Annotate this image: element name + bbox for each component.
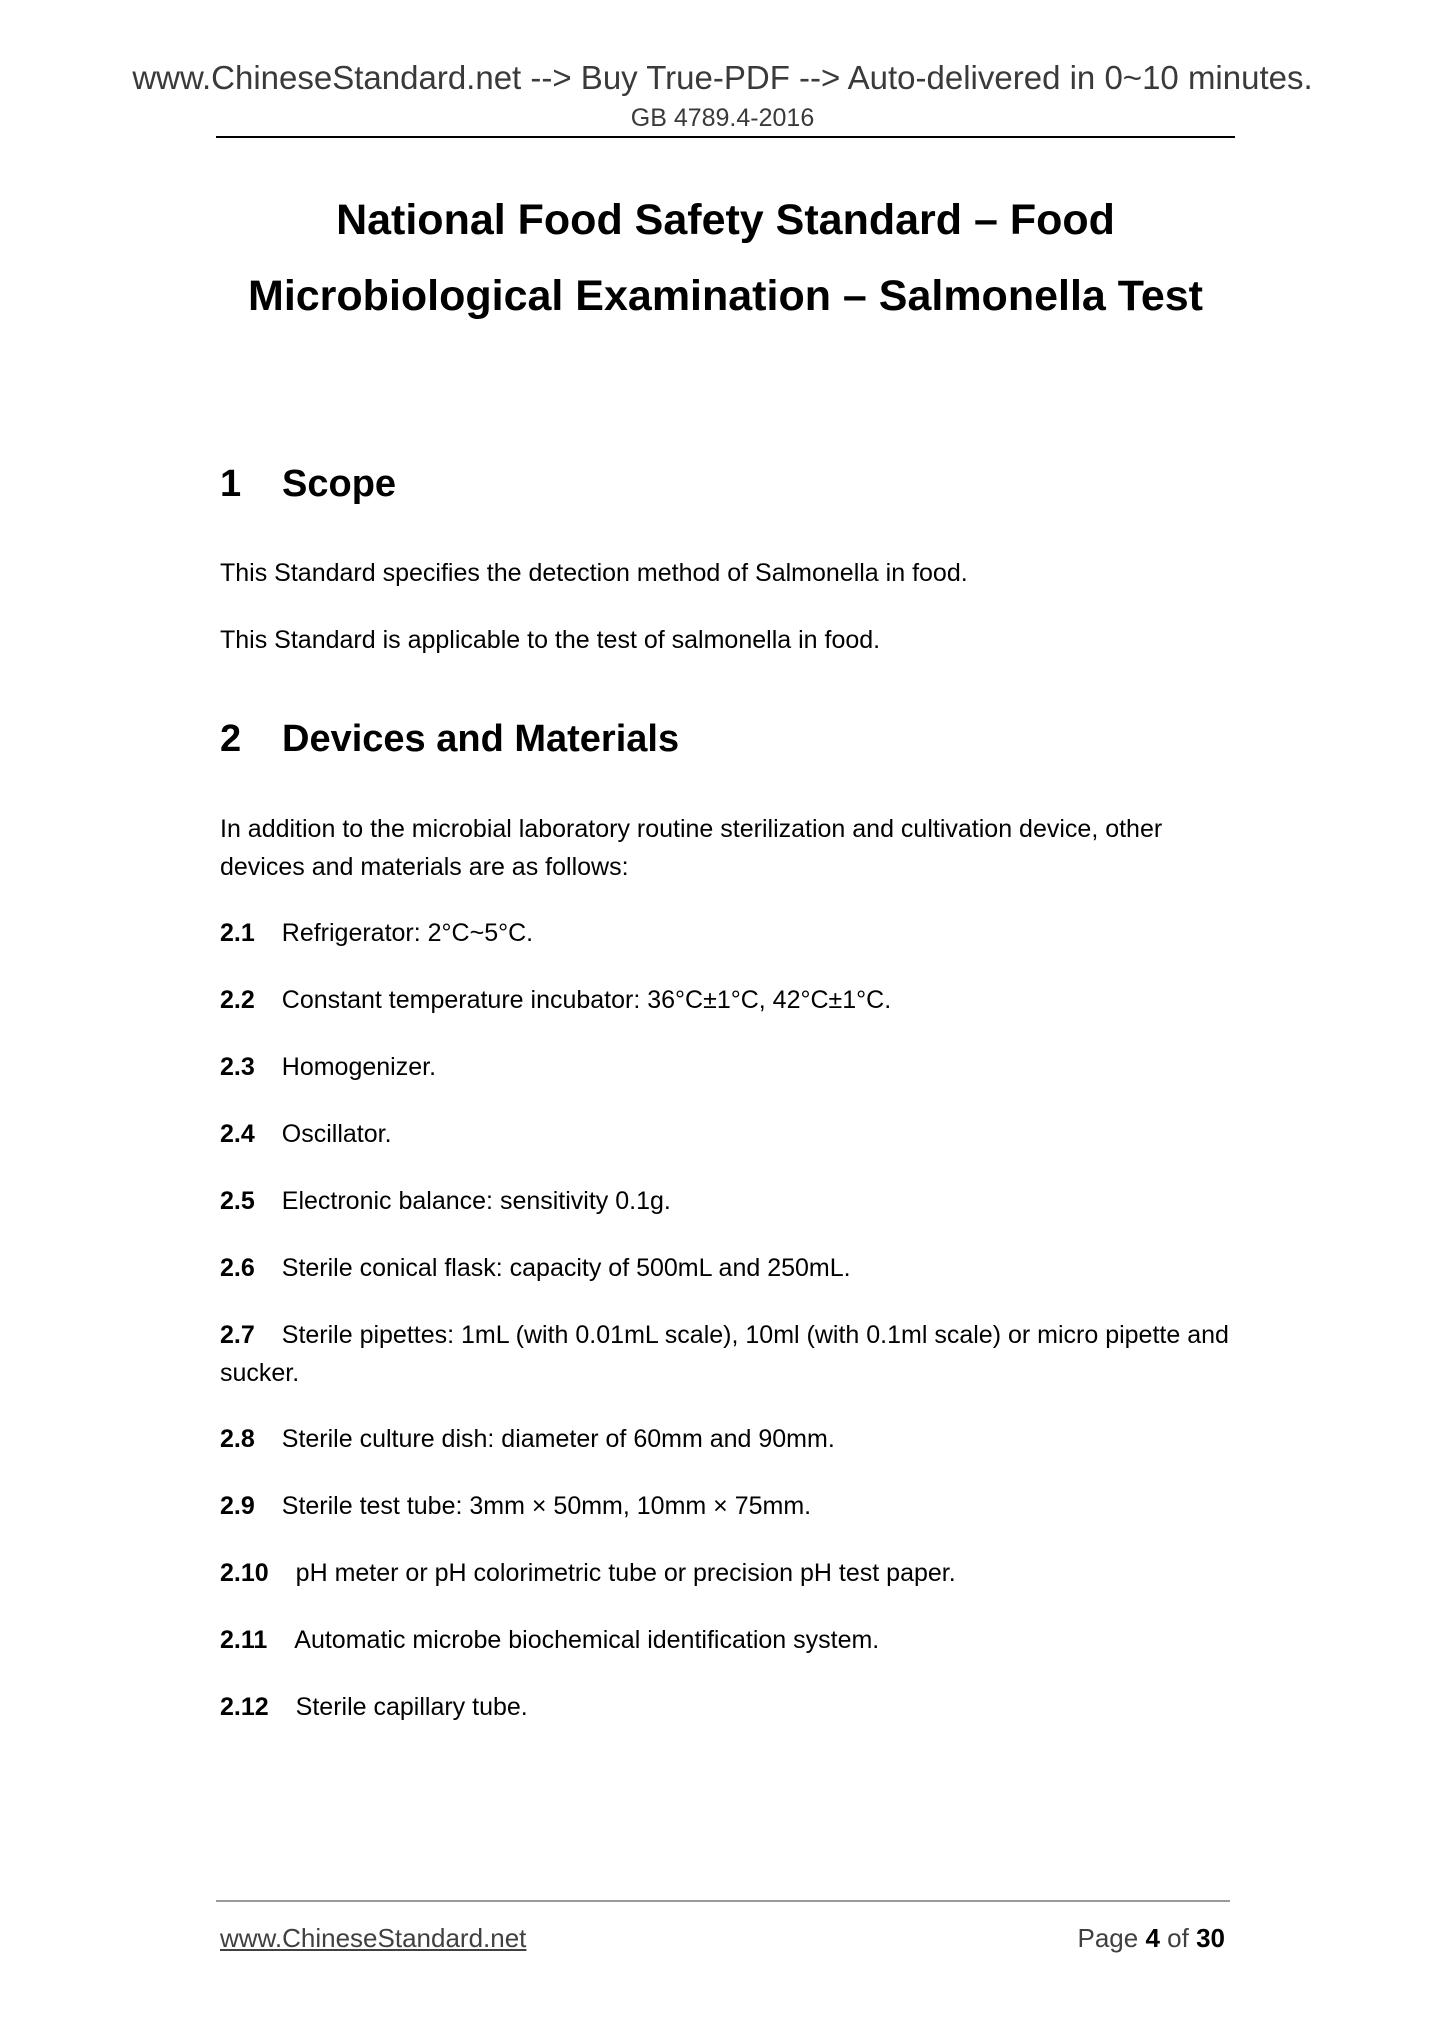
footer-divider bbox=[216, 1900, 1230, 1902]
item-text: Constant temperature incubator: 36°C±1°C, 42°C±1°C. bbox=[281, 986, 892, 1014]
item-text: Sterile culture dish: diameter of 60mm and 90mm. bbox=[281, 1425, 835, 1453]
item-text: Oscillator. bbox=[281, 1120, 392, 1148]
item-number: 2.2 bbox=[220, 986, 255, 1014]
item-number: 2.3 bbox=[220, 1053, 255, 1081]
list-item bbox=[220, 981, 1235, 1019]
section-number: 2 bbox=[220, 718, 242, 760]
list-item bbox=[220, 1249, 1235, 1287]
list-item bbox=[220, 1621, 1235, 1659]
item-text: Homogenizer. bbox=[281, 1053, 437, 1081]
page-total: 30 bbox=[1196, 1923, 1225, 1953]
item-text: Refrigerator: 2°C~5°C. bbox=[281, 919, 534, 947]
document-title bbox=[216, 182, 1235, 334]
item-text: Sterile test tube: 3mm × 50mm, 10mm × 75mm. bbox=[281, 1492, 812, 1520]
document-code: GB 4789.4-2016 bbox=[630, 104, 815, 132]
page-prefix: Page bbox=[1077, 1923, 1139, 1953]
list-item bbox=[220, 1115, 1235, 1153]
page-of: of bbox=[1167, 1923, 1189, 1953]
title-line-2: Microbiological Examination – Salmonella Test bbox=[248, 272, 1203, 320]
list-item bbox=[220, 1688, 1235, 1726]
section-title: Devices and Materials bbox=[282, 718, 680, 760]
item-text: Sterile conical flask: capacity of 500mL and 250mL. bbox=[281, 1254, 851, 1282]
item-number: 2.12 bbox=[220, 1693, 269, 1721]
section-heading-devices bbox=[220, 716, 679, 762]
list-item bbox=[220, 1048, 1235, 1086]
item-number: 2.4 bbox=[220, 1120, 255, 1148]
section-heading-scope bbox=[220, 461, 396, 507]
scope-paragraph: This Standard specifies the detection method of Salmonella in food. bbox=[220, 559, 968, 587]
list-item bbox=[220, 1554, 1235, 1592]
page-current: 4 bbox=[1145, 1923, 1160, 1953]
item-number: 2.1 bbox=[220, 919, 255, 947]
item-number: 2.6 bbox=[220, 1254, 255, 1282]
devices-intro-paragraph: In addition to the microbial laboratory routine sterilization and cultivation device, other devices and materials are as follows: bbox=[220, 815, 1163, 881]
item-text: Sterile pipettes: 1mL (with 0.01mL scale), 10ml (with 0.1ml scale) or micro pipette and sucker. bbox=[220, 1321, 1229, 1387]
list-item bbox=[220, 914, 1235, 952]
site-banner: www.ChineseStandard.net --> Buy True-PDF --> Auto-delivered in 0~10 minutes. bbox=[132, 59, 1313, 96]
footer-site-link[interactable]: www.ChineseStandard.net bbox=[220, 1923, 527, 1953]
item-text: pH meter or pH colorimetric tube or precision pH test paper. bbox=[295, 1559, 956, 1587]
item-number: 2.10 bbox=[220, 1559, 269, 1587]
item-number: 2.11 bbox=[220, 1626, 268, 1654]
scope-paragraph: This Standard is applicable to the test of salmonella in food. bbox=[220, 626, 881, 654]
item-text: Electronic balance: sensitivity 0.1g. bbox=[281, 1187, 671, 1215]
list-item bbox=[220, 1487, 1235, 1525]
list-item bbox=[220, 1182, 1235, 1220]
item-text: Automatic microbe biochemical identification system. bbox=[294, 1626, 880, 1654]
list-item bbox=[220, 1420, 1235, 1458]
page-number bbox=[1077, 1922, 1225, 1954]
section-title: Scope bbox=[282, 463, 397, 505]
item-number: 2.8 bbox=[220, 1425, 255, 1453]
title-line-1: National Food Safety Standard – Food bbox=[336, 196, 1115, 244]
item-text: Sterile capillary tube. bbox=[295, 1693, 528, 1721]
item-number: 2.7 bbox=[220, 1321, 255, 1349]
item-number: 2.5 bbox=[220, 1187, 255, 1215]
header-divider bbox=[216, 136, 1235, 138]
item-number: 2.9 bbox=[220, 1492, 255, 1520]
section-number: 1 bbox=[220, 463, 242, 505]
list-item bbox=[220, 1316, 1235, 1392]
